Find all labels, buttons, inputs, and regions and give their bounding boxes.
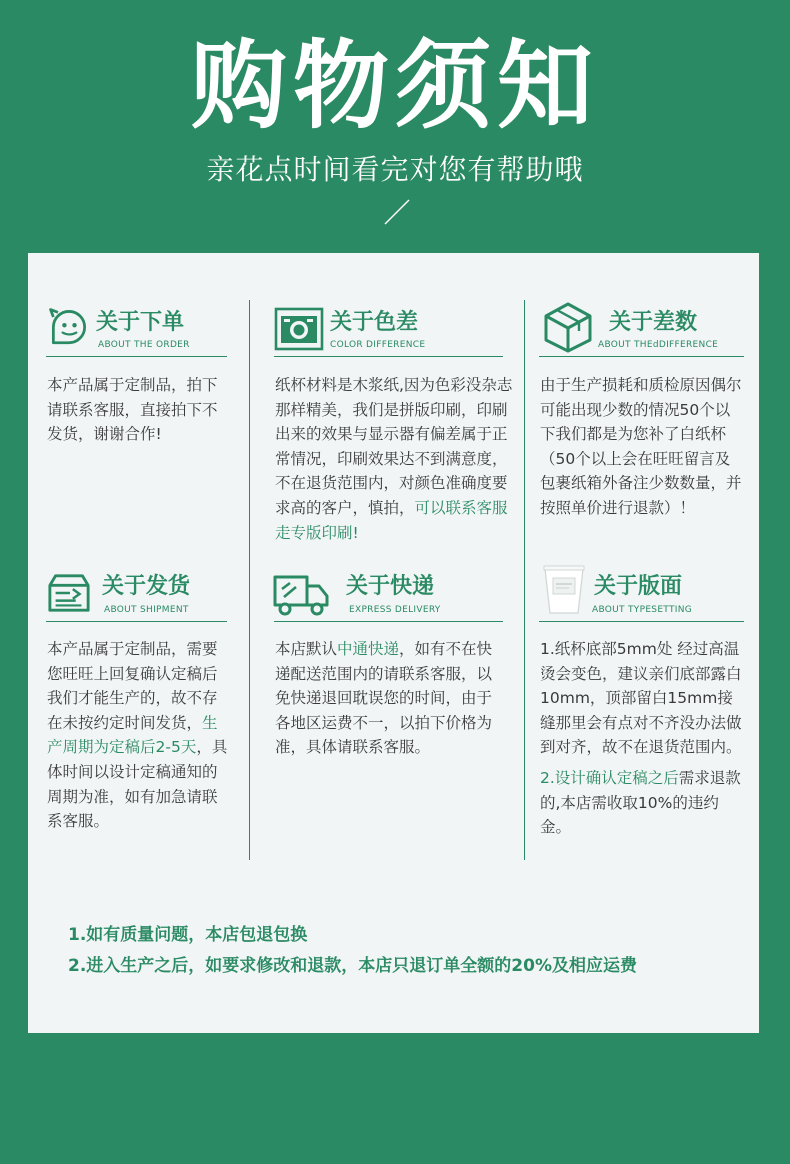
section-express-underline — [274, 621, 503, 622]
section-difference-title: 关于差数 — [609, 310, 698, 335]
section-express-highlight: 中通快递 — [337, 640, 400, 658]
parcel-box-icon — [47, 571, 91, 615]
section-layout-highlight: 2.设计确认定稿之后 — [540, 768, 679, 787]
section-difference-subtitle: ABOUT THEdDIFFERENCE — [598, 340, 719, 350]
section-layout-text-2: 需求退款的,本店需收取10%的违约金。 — [540, 768, 741, 837]
smiley-bubble-icon — [46, 306, 92, 350]
section-color-body — [275, 373, 513, 545]
section-color-title: 关于色差 — [330, 310, 419, 335]
section-layout-subtitle: ABOUT TYPESETTING — [592, 605, 693, 615]
section-shipment-title: 关于发货 — [102, 574, 191, 599]
section-shipment-text-a: 本产品属于定制品，需要您旺旺上回复确认定稿后我们才能生产的，故不存在未按约定时间发货， — [47, 640, 218, 732]
bottom-notes — [68, 920, 748, 982]
note-item: 2.进入生产之后，如要求修改和退款，本店只退订单全额的20%及相应运费 — [68, 956, 637, 976]
section-color-text: 纸杯材料是木浆纸,因为色彩没杂志那样精美，我们是拼版印刷，印刷出来的效果与显示器有偏差属于正常情况，印刷效果达不到满意度，不在退货范围内，对颜色准确度要求高的客户，慎拍， — [275, 376, 513, 517]
section-layout-underline — [539, 621, 744, 622]
section-order-body: 本产品属于定制品，拍下请联系客服，直接拍下不发货，谢谢合作! — [47, 376, 218, 444]
column-divider — [249, 300, 250, 860]
page-subtitle: 亲花点时间看完对您有帮助哦 — [206, 153, 584, 186]
section-layout-body — [540, 637, 746, 840]
section-order-subtitle: ABOUT THE ORDER — [98, 340, 190, 350]
section-shipment-body — [47, 637, 229, 834]
slash-decoration — [383, 198, 411, 226]
section-shipment-text-b: ，具体时间以设计定稿通知的周期为准，如有加急请联系客服。 — [47, 738, 228, 831]
delivery-truck-icon — [272, 573, 330, 617]
section-express-subtitle: EXPRESS DELIVERY — [349, 605, 441, 615]
section-shipment-subtitle: ABOUT SHIPMENT — [104, 605, 189, 615]
box-icon — [543, 300, 593, 354]
column-divider — [524, 300, 525, 860]
section-express-title: 关于快递 — [346, 574, 435, 599]
note-item: 1.如有质量问题，本店包退包换 — [68, 925, 308, 945]
section-layout-title: 关于版面 — [594, 574, 683, 599]
section-layout-text-1: 1.纸杯底部5mm处 经过高温烫会变色，建议亲们底部露白10mm，顶部留白15mm接缝那里会有点对不齐没办法做到对齐，故不在退货范围内。 — [540, 640, 742, 757]
section-shipment-underline — [46, 621, 227, 622]
section-color-subtitle: COLOR DIFFERENCE — [330, 340, 426, 350]
section-color-underline — [274, 356, 503, 357]
section-layout-paragraph-2 — [540, 766, 746, 840]
section-express-text-a: 本店默认 — [275, 640, 338, 658]
section-order-underline — [46, 356, 227, 357]
paper-cup-icon — [542, 563, 586, 617]
section-express-body — [275, 637, 493, 760]
section-difference-body: 由于生产损耗和质检原因偶尔可能出现少数的情况50个以下我们都是为您补了白纸杯（50个以上会在旺旺留言及包裹纸箱外备注少数数量，并按照单价进行退款）！ — [540, 376, 742, 517]
section-order-title: 关于下单 — [96, 310, 185, 335]
section-shipment-highlight: 生产周期为定稿后2-5天 — [47, 713, 218, 757]
notice-panel — [28, 253, 759, 1033]
camera-icon — [274, 307, 324, 351]
page-title: 购物须知 — [191, 30, 599, 142]
section-difference-underline — [539, 356, 744, 357]
section-express-text-b: ，如有不在快递配送范围内的请联系客服，以免快递退回耽误您的时间，由于各地区运费不一，以拍下价格为准，具体请联系客服。 — [275, 640, 493, 757]
section-color-highlight: 可以联系客服走专版印刷! — [275, 498, 508, 542]
